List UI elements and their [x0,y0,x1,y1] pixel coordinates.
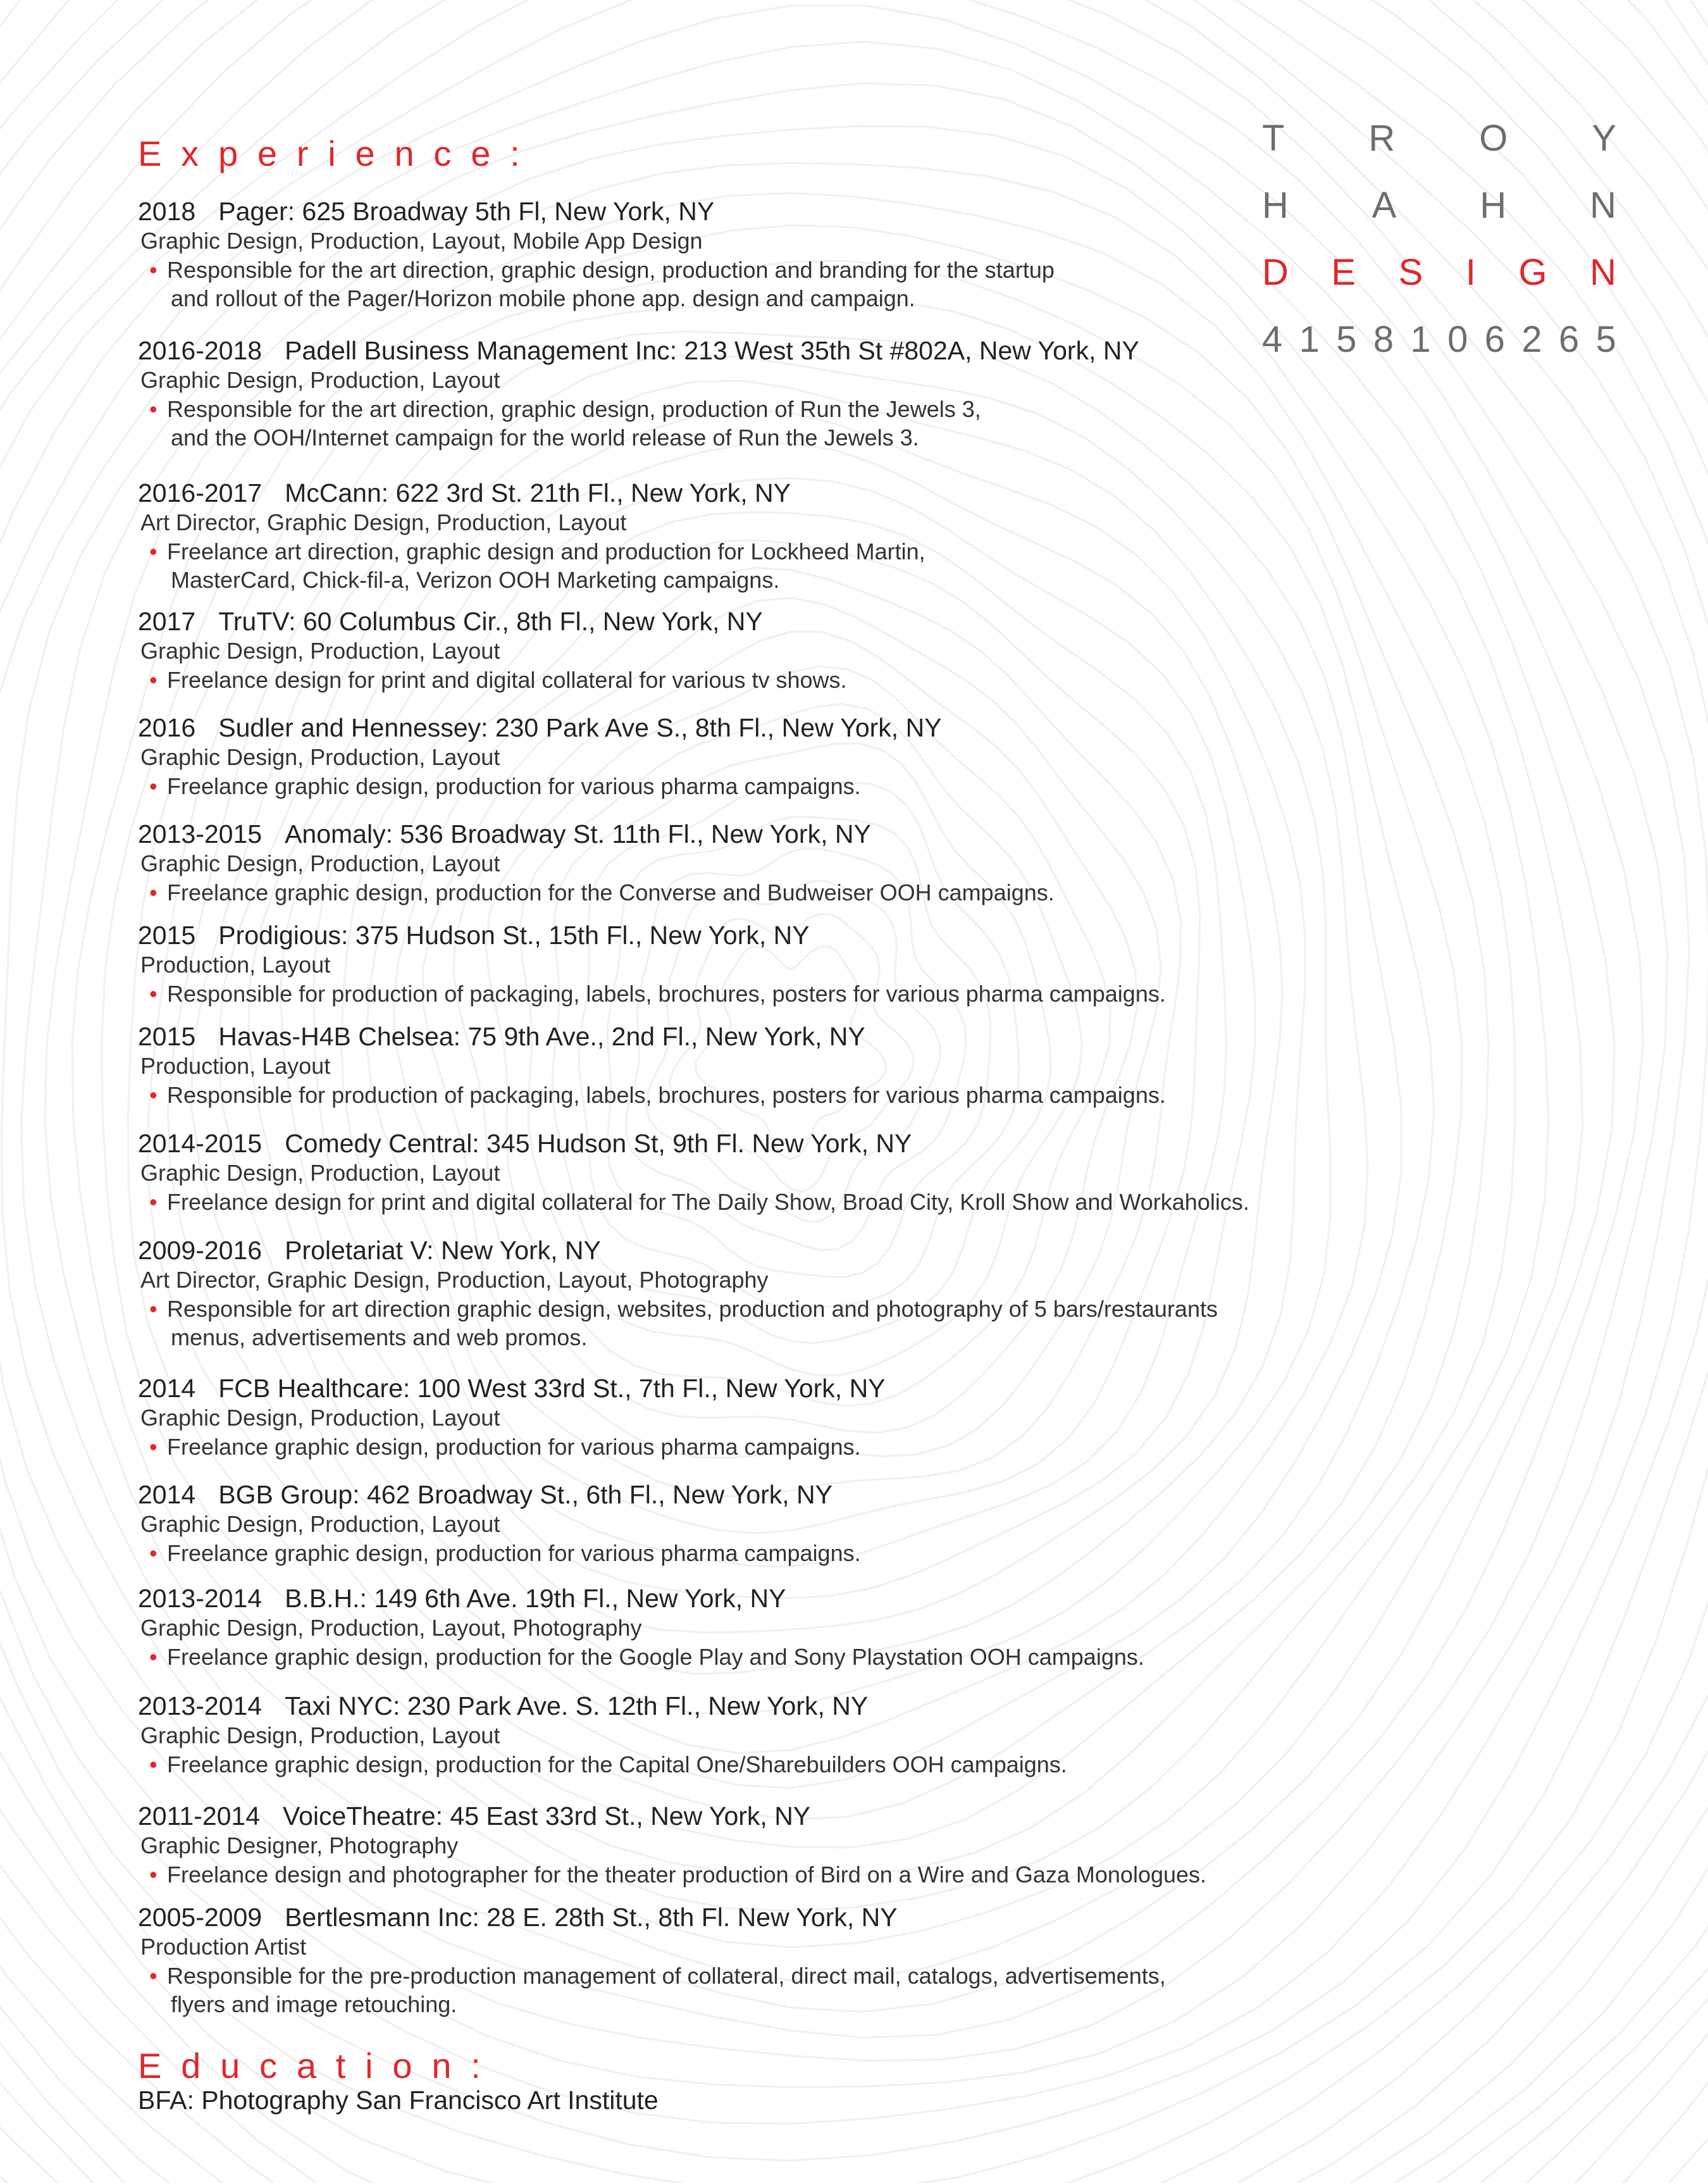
job-description [138,395,1435,452]
bullet-icon: • [149,1434,158,1460]
job-years: 2013-2014 [138,1584,263,1613]
job-description-line: Responsible for the pre-production management of collateral, direct mail, catalogs, advertisements, [167,1963,1166,1989]
bullet-icon: • [149,981,158,1007]
job-entry [138,1021,1435,1109]
job-company: Taxi NYC: 230 Park Ave. S. 12th Fl., New York, NY [285,1691,869,1720]
job-company: Bertlesmann Inc: 28 E. 28th St., 8th Fl. New York, NY [285,1903,898,1932]
job-heading [138,1128,1435,1159]
job-company: Prodigious: 375 Hudson St., 15th Fl., New York, NY [218,921,810,950]
brand-letter: H [1262,184,1289,226]
job-years: 2018 [138,197,196,226]
phone-digit: 0 [1447,318,1468,360]
job-entry [138,1691,1435,1779]
job-company: Sudler and Hennessey: 230 Park Ave S., 8th Fl., New York, NY [218,713,942,742]
job-entry [138,1583,1435,1671]
job-company: Havas-H4B Chelsea: 75 9th Ave., 2nd Fl., New York, NY [218,1022,865,1051]
job-description-line: Freelance art direction, graphic design and production for Lockheed Martin, [167,538,925,564]
job-role: Production, Layout [140,952,331,978]
job-role: Production, Layout [140,1053,331,1079]
job-entry [138,606,1435,694]
brand-letter: G [1518,251,1547,293]
job-description-line: Responsible for art direction graphic design, websites, production and photography of 5 bars/restaurants [167,1296,1218,1322]
job-years: 2015 [138,1022,196,1051]
education-entry: BFA: Photography San Francisco Art Institute [138,2086,659,2115]
brand-letter: Y [1592,117,1616,159]
bullet-icon: • [149,257,158,283]
job-description [138,1295,1435,1352]
job-role: Graphic Design, Production, Layout [140,1722,500,1748]
phone-digit: 6 [1484,318,1506,360]
job-description-line: Freelance graphic design, production for the Converse and Budweiser OOH campaigns. [167,880,1055,905]
job-description-line: Responsible for production of packaging, labels, brochures, posters for various pharma campaigns. [167,981,1166,1007]
brand-letter: S [1398,251,1423,293]
job-years: 2009-2016 [138,1236,263,1265]
brand-letter: H [1480,184,1507,226]
job-years: 2014-2015 [138,1129,263,1158]
job-description-line: Freelance graphic design, production for the Capital One/Sharebuilders OOH campaigns. [167,1751,1067,1777]
job-entry [138,196,1435,313]
bullet-icon: • [149,1862,158,1888]
job-years: 2017 [138,607,196,636]
bullet-icon: • [149,1751,158,1777]
bullet-icon: • [149,1644,158,1670]
job-description-line: and rollout of the Pager/Horizon mobile phone app. design and campaign. [171,285,915,311]
job-years: 2005-2009 [138,1903,263,1932]
brand-letter: N [1590,251,1616,293]
brand-letter: R [1368,117,1395,159]
job-description-line: Freelance graphic design, production for various pharma campaigns. [167,1540,861,1566]
job-heading [138,1373,1435,1403]
job-description [138,980,1435,1008]
job-heading [138,1235,1435,1266]
job-role: Graphic Design, Production, Layout [140,850,500,876]
bullet-icon: • [149,667,158,693]
job-heading [138,1479,1435,1510]
job-role: Graphic Design, Production, Layout, Photography [140,1615,642,1641]
job-entry [138,712,1435,800]
phone-digit: 1 [1299,318,1320,360]
job-heading [138,196,1435,227]
phone-digit: 8 [1373,318,1394,360]
job-description-line: Freelance design for print and digital collateral for The Daily Show, Broad City, Kroll Show and Workaholics. [167,1189,1249,1215]
job-description [138,666,1435,694]
phone-digit: 6 [1559,318,1580,360]
experience-heading: Experience: [138,134,540,173]
job-entry [138,1373,1435,1461]
job-years: 2016 [138,713,196,742]
phone-digit: 5 [1336,318,1357,360]
job-company: B.B.H.: 149 6th Ave. 19th Fl., New York, NY [285,1584,786,1613]
job-description-line: MasterCard, Chick-fil-a, Verizon OOH Marketing campaigns. [171,567,780,593]
job-heading [138,920,1435,950]
job-company: McCann: 622 3rd St. 21th Fl., New York, NY [285,478,791,507]
job-entry [138,1902,1435,2018]
job-entry [138,1235,1435,1352]
job-role: Graphic Design, Production, Layout [140,1160,500,1186]
job-role: Production Artist [140,1934,307,1960]
job-company: BGB Group: 462 Broadway St., 6th Fl., New York, NY [218,1480,833,1509]
job-years: 2015 [138,921,196,950]
job-description [138,772,1435,800]
job-role: Graphic Design, Production, Layout [140,638,500,664]
job-description [138,878,1435,907]
bullet-icon: • [149,1963,158,1989]
job-role: Graphic Design, Production, Layout [140,744,500,770]
brand-letter: T [1262,117,1285,159]
job-description-line: Freelance graphic design, production for the Google Play and Sony Playstation OOH campaigns. [167,1644,1144,1670]
job-heading [138,712,1435,743]
job-description [138,1643,1435,1671]
job-entry [138,1128,1435,1216]
job-description [138,537,1435,594]
job-description-line: Responsible for the art direction, graphic design, production and branding for the startup [167,257,1055,283]
job-heading [138,1902,1435,1932]
bullet-icon: • [149,1189,158,1215]
job-role: Graphic Design, Production, Layout [140,1405,500,1431]
brand-letter: A [1371,184,1397,226]
job-years: 2013-2015 [138,819,263,849]
job-role: Graphic Design, Production, Layout [140,367,500,393]
phone-digit: 4 [1262,318,1283,360]
job-company: Comedy Central: 345 Hudson St, 9th Fl. New York, NY [285,1129,912,1158]
job-description [138,1539,1435,1567]
job-description-line: menus, advertisements and web promos. [171,1324,588,1350]
job-description [138,1750,1435,1779]
job-description [138,1433,1435,1461]
phone-digit: 1 [1410,318,1431,360]
job-company: FCB Healthcare: 100 West 33rd St., 7th Fl., New York, NY [218,1374,886,1403]
job-role: Art Director, Graphic Design, Production, Layout, Photography [140,1267,769,1293]
job-description-line: Freelance design for print and digital collateral for various tv shows. [167,667,847,693]
job-role: Art Director, Graphic Design, Production, Layout [140,509,627,535]
brand-name-first [1262,104,1616,171]
job-entry [138,478,1435,594]
job-years: 2014 [138,1374,196,1403]
job-entry [138,1801,1435,1889]
bullet-icon: • [149,396,158,422]
job-heading [138,478,1435,508]
job-heading [138,819,1435,849]
job-description-line: Freelance design and photographer for the theater production of Bird on a Wire and Gaza Monologues. [167,1862,1207,1888]
job-role: Graphic Design, Production, Layout [140,1511,500,1537]
job-heading [138,1801,1435,1831]
job-description-line: Responsible for the art direction, graphic design, production of Run the Jewels 3, [167,396,981,422]
bullet-icon: • [149,1082,158,1108]
job-heading [138,1021,1435,1052]
job-heading [138,606,1435,637]
job-heading [138,1583,1435,1614]
job-heading [138,1691,1435,1721]
job-role: Graphic Design, Production, Layout, Mobile App Design [140,228,703,254]
bullet-icon: • [149,773,158,799]
phone-digit: 2 [1521,318,1542,360]
job-company: Pager: 625 Broadway 5th Fl, New York, NY [218,197,715,226]
job-company: TruTV: 60 Columbus Cir., 8th Fl., New York, NY [218,607,763,636]
job-company: Anomaly: 536 Broadway St. 11th Fl., New York, NY [285,819,871,849]
bullet-icon: • [149,880,158,905]
job-entry [138,1479,1435,1567]
phone-digit: 5 [1595,318,1616,360]
education-heading: Education: [138,2046,500,2086]
job-description [138,1860,1435,1889]
job-years: 2016-2018 [138,336,263,365]
brand-letter: N [1590,184,1616,226]
brand-letter: E [1331,251,1356,293]
job-entry [138,920,1435,1008]
job-company: Proletariat V: New York, NY [285,1236,601,1265]
job-description-line: Responsible for production of packaging, labels, brochures, posters for various pharma campaigns. [167,1082,1166,1108]
job-heading [138,335,1435,366]
brand-letter: I [1465,251,1476,293]
job-description [138,1081,1435,1109]
job-description-line: flyers and image retouching. [171,1991,457,2017]
job-entry [138,335,1435,452]
brand-letter: D [1262,251,1289,293]
job-description-line: Freelance graphic design, production for various pharma campaigns. [167,773,861,799]
job-years: 2016-2017 [138,478,263,507]
job-description [138,1962,1435,2018]
job-years: 2014 [138,1480,196,1509]
bullet-icon: • [149,1540,158,1566]
brand-letter: O [1479,117,1508,159]
job-company: VoiceTheatre: 45 East 33rd St., New York, NY [283,1801,811,1831]
job-description-line: and the OOH/Internet campaign for the world release of Run the Jewels 3. [171,425,919,451]
job-role: Graphic Designer, Photography [140,1832,459,1858]
job-years: 2011-2014 [138,1801,261,1831]
job-entry [138,819,1435,907]
bullet-icon: • [149,1296,158,1322]
job-description-line: Freelance graphic design, production for various pharma campaigns. [167,1434,861,1460]
job-company: Padell Business Management Inc: 213 West 35th St #802A, New York, NY [285,336,1139,365]
bullet-icon: • [149,538,158,564]
job-description [138,256,1435,313]
job-description [138,1188,1435,1216]
job-years: 2013-2014 [138,1691,263,1720]
